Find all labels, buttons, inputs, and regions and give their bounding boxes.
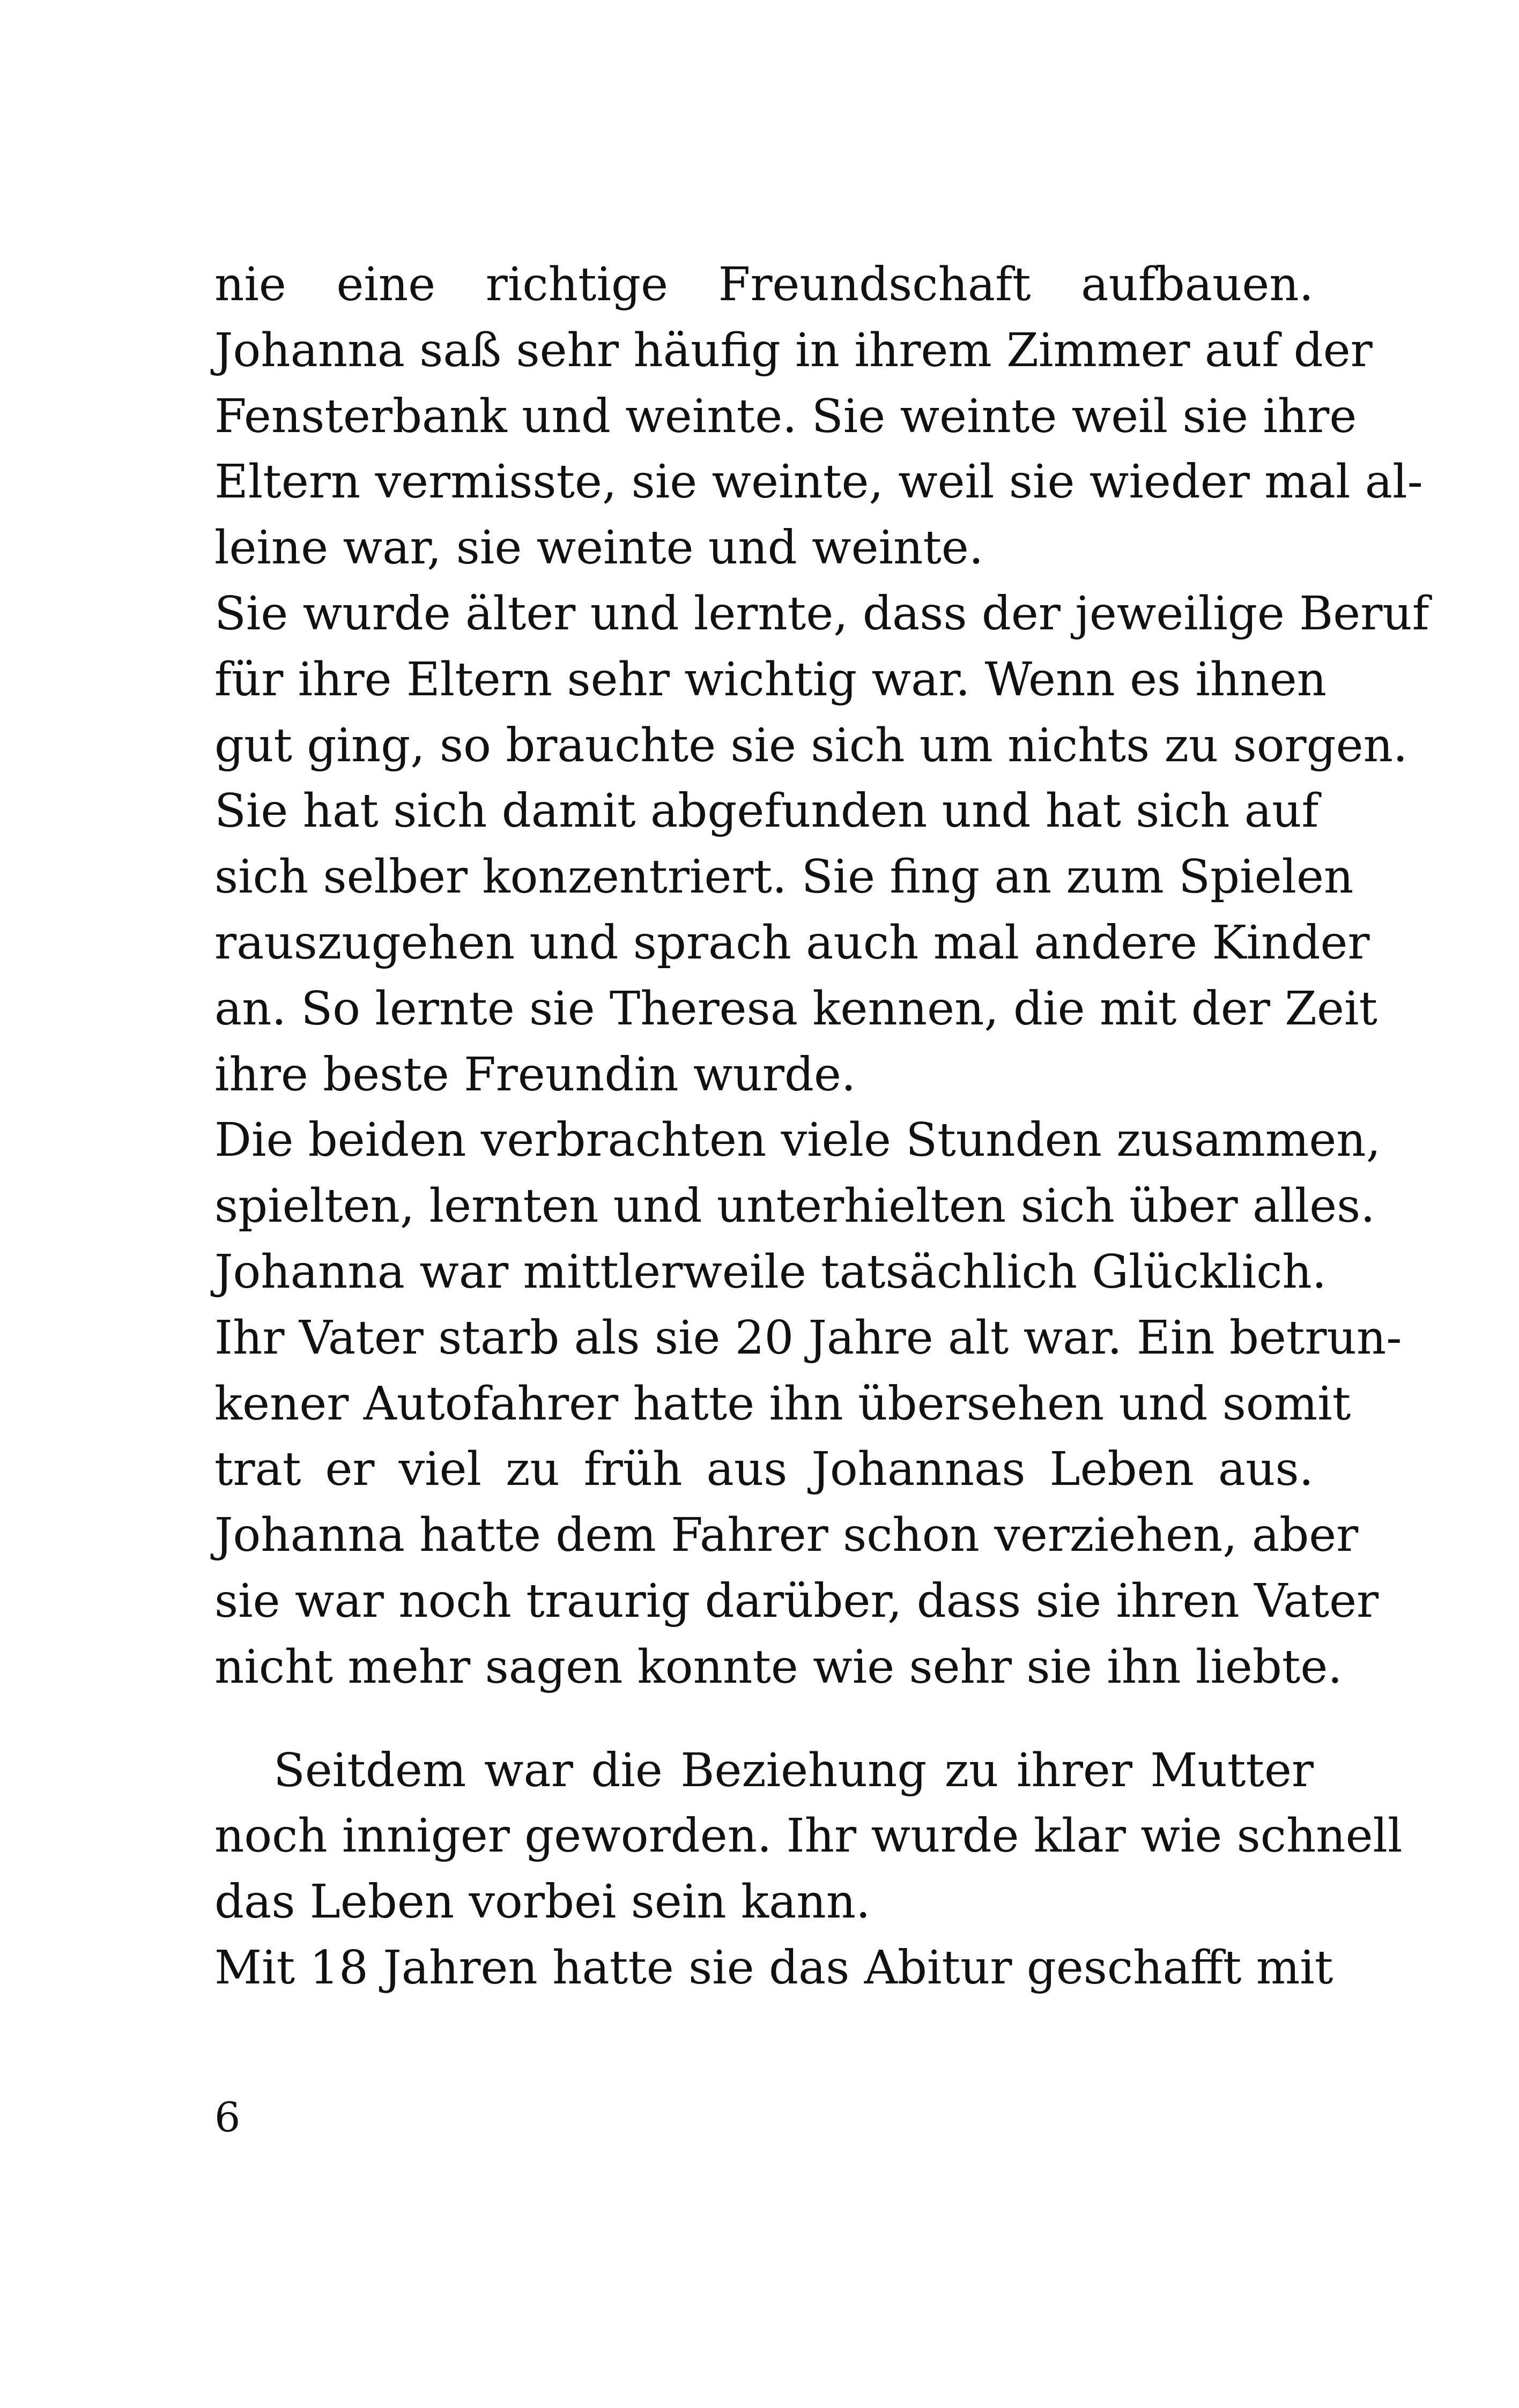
text-line: Mit 18 Jahren hatte sie das Abitur geschafft mit (214, 1941, 1333, 1995)
text-line: Johanna hatte dem Fahrer schon verziehen, aber (214, 1508, 1359, 1563)
text-line: für ihre Eltern sehr wichtig war. Wenn es ihnen (214, 652, 1327, 707)
text-line: ihre beste Freundin wurde. (214, 1047, 856, 1102)
text-line: sie war noch traurig darüber, dass sie ihren Vater (214, 1574, 1379, 1628)
text-line: kener Autofahrer hatte ihn übersehen und somit (214, 1377, 1351, 1431)
text-line: gut ging, so brauchte sie sich um nichts zu sorgen. (214, 718, 1408, 772)
page-number: 6 (214, 2093, 241, 2141)
text-line: Sie hat sich damit abgefunden und hat sich auf (214, 784, 1319, 838)
text-line: noch inniger geworden. Ihr wurde klar wie schnell (214, 1809, 1403, 1863)
text-line: nicht mehr sagen konnte wie sehr sie ihn liebte. (214, 1640, 1343, 1694)
text-line: Johanna war mittlerweile tatsächlich Glücklich. (214, 1245, 1327, 1299)
text-line: trat er viel zu früh aus Johannas Leben aus. (214, 1443, 1314, 1497)
text-line: Eltern vermisste, sie weinte, weil sie wieder mal al- (214, 455, 1423, 509)
text-line: rauszugehen und sprach auch mal andere Kinder (214, 916, 1370, 970)
text-line: das Leben vorbei sein kann. (214, 1875, 871, 1929)
text-line: Seitdem war die Beziehung zu ihrer Mutter (273, 1743, 1314, 1797)
text-line: an. So lernte sie Theresa kennen, die mit der Zeit (214, 982, 1377, 1036)
paragraph-gap (214, 1700, 1314, 1738)
text-line: Fensterbank und weinte. Sie weinte weil sie ihre (214, 389, 1357, 443)
text-line: sich selber konzentriert. Sie fing an zum Spielen (214, 850, 1354, 904)
text-line: Ihr Vater starb als sie 20 Jahre alt war. Ein betrun- (214, 1311, 1402, 1365)
text-line: leine war, sie weinte und weinte. (214, 521, 984, 575)
text-line: Sie wurde älter und lernte, dass der jeweilige Beruf (214, 586, 1429, 641)
text-line: nie eine richtige Freundschaft aufbauen. (214, 258, 1314, 311)
text-line: Die beiden verbrachten viele Stunden zusammen, (214, 1113, 1381, 1168)
body-text (214, 252, 1429, 2001)
text-line: spielten, lernten und unterhielten sich über alles. (214, 1179, 1375, 1233)
text-line: Johanna saß sehr häufig in ihrem Zimmer auf der (214, 323, 1373, 377)
